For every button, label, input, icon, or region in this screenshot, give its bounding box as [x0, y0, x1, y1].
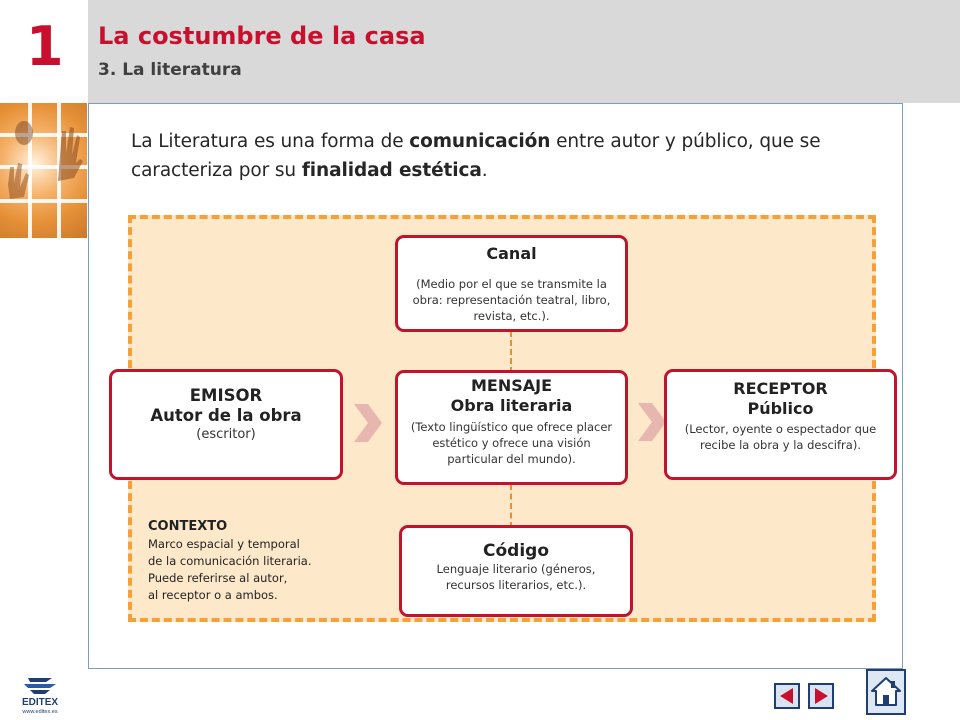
page-title: La costumbre de la casa — [98, 22, 426, 50]
emisor-box — [109, 369, 343, 480]
prev-button[interactable] — [774, 683, 800, 709]
editex-logo-mark-icon — [10, 676, 70, 714]
svg-text:EDITEX: EDITEX — [21, 697, 59, 708]
canal-title: Canal — [486, 244, 537, 263]
emisor-subtitle: Autor de la obra — [150, 406, 302, 425]
header-bar — [88, 0, 960, 103]
intro-bold-comunicacion: comunicación — [409, 131, 551, 152]
contexto-line: Puede referirse al autor, — [148, 571, 288, 585]
intro-bold-finalidad: finalidad estética — [301, 160, 482, 181]
codigo-desc: Lenguaje literario (géneros, recursos literarios, etc.). — [436, 562, 596, 592]
editex-logo — [10, 676, 70, 714]
contexto-label — [148, 518, 312, 604]
arrow-emisor-mensaje-icon — [354, 404, 382, 442]
page-subtitle: 3. La literatura — [98, 60, 242, 80]
contexto-line: al receptor o a ambos. — [148, 588, 278, 602]
receptor-title: RECEPTOR — [733, 379, 828, 398]
arrow-mensaje-receptor-icon — [638, 403, 666, 441]
contexto-title: CONTEXTO — [148, 519, 228, 534]
triangle-right-icon — [810, 685, 832, 707]
contexto-line: Marco espacial y temporal — [148, 537, 300, 551]
decorative-photo — [0, 103, 87, 238]
chapter-number: 1 — [26, 15, 64, 78]
emisor-desc: (escritor) — [196, 427, 256, 442]
connector-mensaje-codigo — [510, 484, 512, 528]
next-button[interactable] — [808, 683, 834, 709]
mensaje-desc: (Texto lingüístico que ofrece placer estético y ofrece una visión particular del mundo). — [410, 420, 613, 466]
receptor-box — [664, 369, 897, 480]
home-button[interactable] — [866, 669, 906, 715]
codigo-box — [399, 525, 633, 617]
receptor-subtitle: Público — [747, 399, 814, 418]
mensaje-box — [395, 370, 628, 485]
contexto-line: de la comunicación literaria. — [148, 554, 312, 568]
canal-desc: (Medio por el que se transmite la obra: representación teatral, libro, revista, etc.). — [412, 277, 611, 323]
receptor-desc: (Lector, oyente o espectador que recibe la obra y la descifra). — [684, 422, 877, 452]
house-icon — [868, 671, 904, 713]
triangle-left-icon — [776, 685, 798, 707]
mensaje-subtitle: Obra literaria — [450, 396, 573, 415]
connector-canal-mensaje — [510, 331, 512, 373]
codigo-title: Código — [483, 541, 549, 561]
canal-box — [395, 235, 628, 332]
hand-silhouette-icon — [0, 103, 87, 238]
svg-text:www.editex.es: www.editex.es — [22, 709, 58, 714]
mensaje-title: MENSAJE — [470, 376, 553, 395]
emisor-title: EMISOR — [189, 386, 263, 405]
intro-paragraph: La Literatura es una forma de comunicación entre autor y público, que se caracteriza por su finalidad estética. — [131, 131, 821, 181]
